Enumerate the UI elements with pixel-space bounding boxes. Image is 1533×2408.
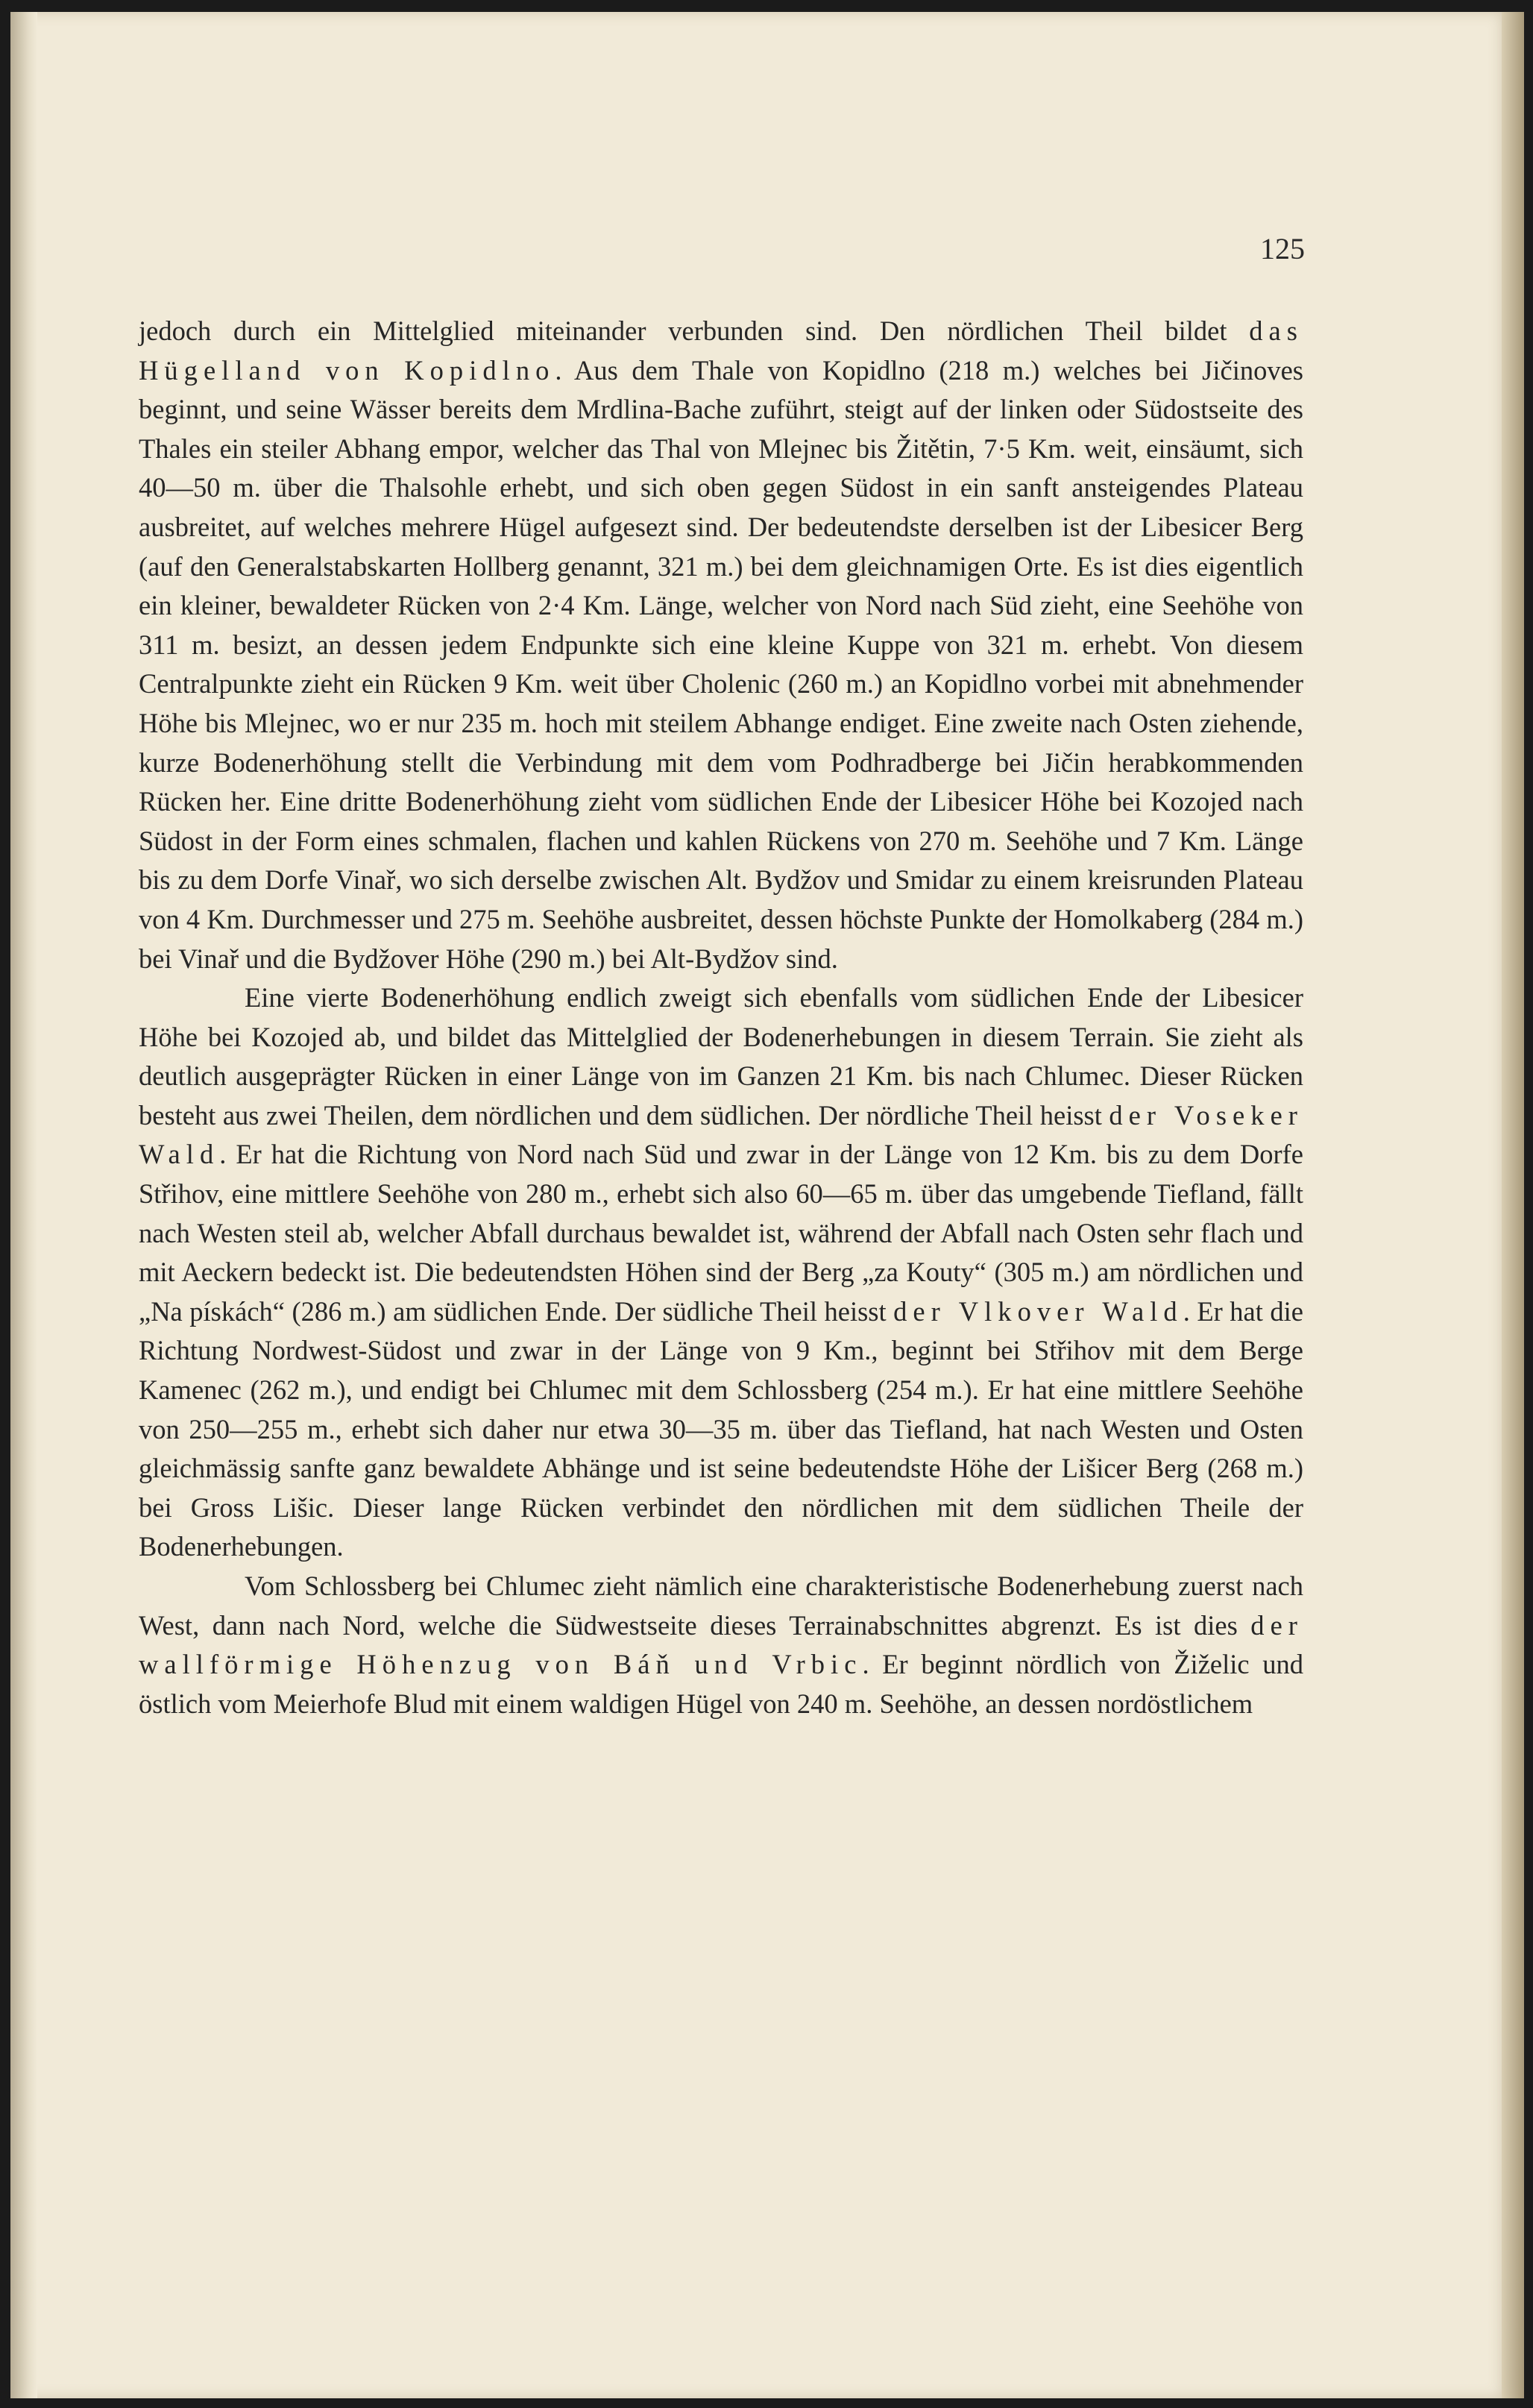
paragraph-1: jedoch durch ein Mittelglied miteinander verbunden sind. Den nördlichen Theil bildet das Hügelland von Kopidlno. Aus dem Thale von Kopidlno (218 m.) welches bei Jičinoves beginnt, und seine Wässer bereits dem Mrdlina-Bache zuführt, steigt auf der linken oder Südostseite des Thales ein steiler Abhang empor, welcher das Thal von Mlejnec bis Žitětin, 7·5 Km. weit, einsäumt, sich 40—50 m. über die Thalsohle erhebt, und sich oben gegen Südost in ein sanft ansteigendes Plateau ausbreitet, auf welches mehrere Hügel aufgesezt sind. Der bedeutendste derselben ist der Libesicer Berg (auf den Generalstabskarten Hollberg genannt, 321 m.) bei dem gleichnamigen Orte. Es ist dies eigentlich ein kleiner, bewaldeter Rücken von 2·4 Km. Länge, welcher von Nord nach Süd zieht, eine Seehöhe von 311 m. besizt, an dessen jedem Endpunkte sich eine kleine Kuppe von 321 m. erhebt. Von diesem Centralpunkte zieht ein Rücken 9 Km. weit über Cholenic (260 m.) an Kopidlno vorbei mit abnehmender Höhe bis Mlejnec, wo er nur 235 m. hoch mit steilem Abhange endiget. Eine zweite nach Osten ziehende, kurze Bodenerhöhung stellt die Verbindung mit dem vom Podhradberge bei Jičin herabkommenden Rücken her. Eine dritte Bodenerhöhung zieht vom südlichen Ende der Libesicer Höhe bei Kozojed nach Südost in der Form eines schmalen, flachen und kahlen Rückens von 270 m. Seehöhe und 7 Km. Länge bis zu dem Dorfe Vinař, wo sich derselbe zwischen Alt. Bydžov und Smidar zu einem kreisrunden Plateau von 4 Km. Durchmesser und 275 m. Seehöhe ausbreitet, dessen höchste Punkte der Homolkaberg (284 m.) bei Vinař und die Bydžover Höhe (290 m.) bei Alt-Bydžov sind. [139, 315, 1303, 974]
page-gutter [10, 12, 37, 2398]
spaced-term: der wallförmige Höhenzug von Báň und Vrbic [139, 1609, 1303, 1680]
spaced-term: das Hügelland von Kopidlno [139, 315, 1303, 386]
paragraph-3: Vom Schlossberg bei Chlumec zieht nämlich eine charakteristische Bodenerhebung zuerst nach West, dann nach Nord, welche die Südwestseite dieses Terrainabschnittes abgrenzt. Es ist dies der wallförmige Höhenzug von Báň und Vrbic. Er beginnt nördlich von Žiželic und östlich vom Meierhofe Blud mit einem waldigen Hügel von 240 m. Seehöhe, an dessen nordöstlichem [139, 1571, 1303, 1719]
spaced-term: der Voseker Wald [139, 1099, 1303, 1170]
body-text [139, 312, 1303, 1723]
page-number: 125 [1260, 232, 1305, 265]
spaced-term: der Vlkover Wald [893, 1295, 1183, 1327]
paragraph-2: Eine vierte Bodenerhöhung endlich zweigt sich ebenfalls vom südlichen Ende der Libesicer Höhe bei Kozojed ab, und bildet das Mittelglied der Bodenerhebungen in diesem Terrain. Sie zieht als deutlich ausgeprägter Rücken in einer Länge von im Ganzen 21 Km. bis nach Chlumec. Dieser Rücken besteht aus zwei Theilen, dem nördlichen und dem südlichen. Der nördliche Theil heisst der Voseker Wald. Er hat die Richtung von Nord nach Süd und zwar in der Länge von 12 Km. bis zu dem Dorfe Střihov, eine mittlere Seehöhe von 280 m., erhebt sich also 60—65 m. über das umgebende Tiefland, fällt nach Westen steil ab, welcher Abfall durchaus bewaldet ist, während der Abfall nach Osten sehr flach und mit Aeckern bedeckt ist. Die bedeutendsten Höhen sind der Berg „za Kouty“ (305 m.) am nördlichen und „Na pískách“ (286 m.) am südlichen Ende. Der südliche Theil heisst der Vlkover Wald. Er hat die Richtung Nordwest-Südost und zwar in der Länge von 9 Km., beginnt bei Střihov mit dem Berge Kamenec (262 m.), und endigt bei Chlumec mit dem Schlossberg (254 m.). Er hat eine mittlere Seehöhe von 250—255 m., erhebt sich daher nur etwa 30—35 m. über das Tiefland, hat nach Westen und Osten gleichmässig sanfte ganz bewaldete Abhänge und ist seine bedeutendste Höhe der Lišicer Berg (268 m.) bei Gross Lišic. Dieser lange Rücken verbindet den nördlichen mit dem südlichen Theile der Bodenerhebungen. [139, 982, 1303, 1562]
page-edge [1502, 12, 1524, 2398]
